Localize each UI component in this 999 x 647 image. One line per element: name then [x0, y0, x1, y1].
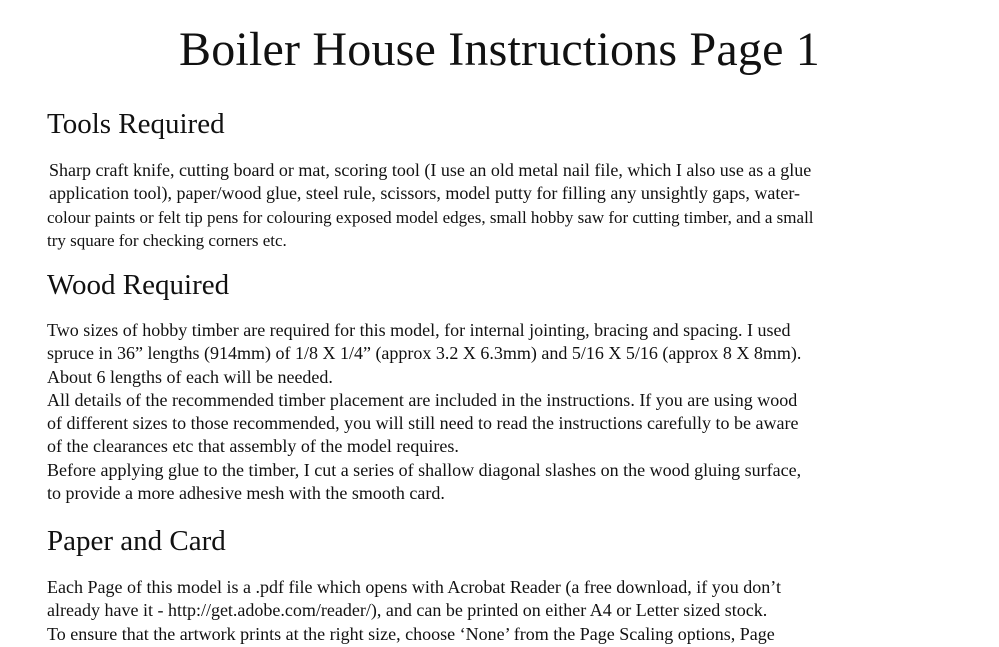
section-heading-wood: Wood Required — [47, 269, 230, 301]
paragraph-line: About 6 lengths of each will be needed. — [47, 366, 333, 387]
paragraph-line: of the clearances etc that assembly of the model requires. — [47, 436, 459, 457]
tools-paragraph — [47, 159, 967, 252]
paragraph-line: Sharp craft knife, cutting board or mat, scoring tool (I use an old metal nail file, which I also use as a glue — [49, 160, 812, 180]
paragraph-line: To ensure that the artwork prints at the right size, choose ‘None’ from the Page Scaling options, Page — [47, 623, 775, 644]
wood-paragraph — [47, 319, 967, 505]
paragraph-line: of different sizes to those recommended, you will still need to read the instructions carefully to be aware — [47, 413, 799, 434]
paragraph-line: to provide a more adhesive mesh with the smooth card. — [47, 483, 445, 504]
paragraph-line: Each Page of this model is a .pdf file which opens with Acrobat Reader (a free download, if you don’t — [47, 577, 781, 597]
paragraph-line: application tool), paper/wood glue, steel rule, scissors, model putty for filling any unsightly gaps, water- — [49, 183, 800, 204]
page-title: Boiler House Instructions Page 1 — [179, 23, 820, 76]
paragraph-line: colour paints or felt tip pens for colouring exposed model edges, small hobby saw for cutting timber, and a small — [47, 207, 814, 227]
paragraph-line: Two sizes of hobby timber are required for this model, for internal jointing, bracing and spacing. I used — [47, 320, 791, 340]
paper-paragraph — [47, 576, 967, 646]
paragraph-line: spruce in 36” lengths (914mm) of 1/8 X 1/4” (approx 3.2 X 6.3mm) and 5/16 X 5/16 (approx 8 X 8mm). — [47, 343, 802, 364]
section-heading-paper: Paper and Card — [47, 525, 226, 557]
section-heading-tools: Tools Required — [47, 108, 225, 140]
paragraph-line: already have it - http://get.adobe.com/reader/), and can be printed on either A4 or Letter sized stock. — [47, 600, 768, 621]
paragraph-line: try square for checking corners etc. — [47, 230, 287, 250]
paragraph-line: All details of the recommended timber placement are included in the instructions. If you are using wood — [47, 389, 798, 410]
paragraph-line: Before applying glue to the timber, I cut a series of shallow diagonal slashes on the wood gluing surface, — [47, 459, 802, 480]
